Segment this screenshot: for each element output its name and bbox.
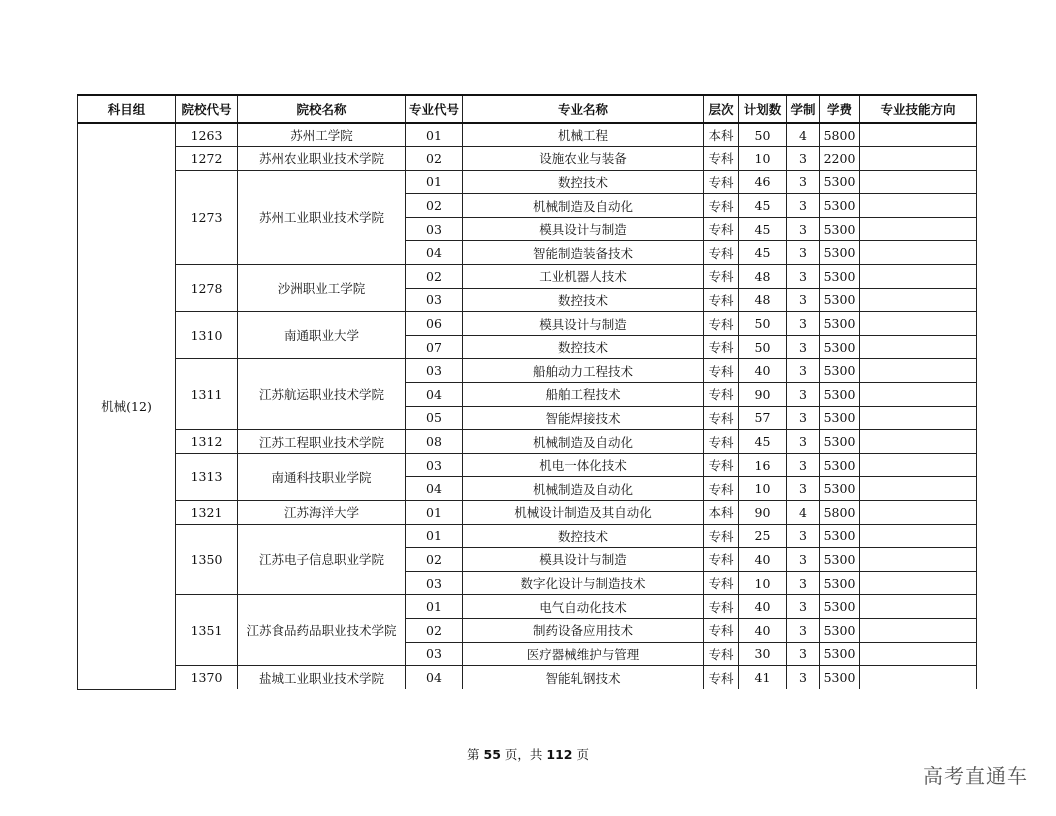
school-name-cell: 盐城工业职业技术学院	[238, 666, 406, 690]
level-cell: 专科	[704, 359, 739, 383]
duration-cell: 3	[787, 241, 820, 265]
major-name-cell: 机械制造及自动化	[463, 194, 704, 218]
level-cell: 本科	[704, 501, 739, 525]
major-name-cell: 数控技术	[463, 288, 704, 312]
column-header: 专业名称	[463, 95, 704, 123]
duration-cell: 3	[787, 406, 820, 430]
school-name-cell: 苏州农业职业技术学院	[238, 147, 406, 171]
school-code-cell: 1278	[176, 265, 238, 312]
school-name-cell: 沙洲职业工学院	[238, 265, 406, 312]
table-row	[78, 430, 977, 454]
tuition-cell: 5300	[820, 453, 860, 477]
major-name-cell: 机械工程	[463, 123, 704, 147]
tuition-cell: 5300	[820, 666, 860, 690]
plan-count-cell: 40	[739, 548, 787, 572]
table-row	[78, 501, 977, 525]
skill-direction-cell	[860, 359, 977, 383]
plan-count-cell: 41	[739, 666, 787, 690]
major-code-cell: 03	[406, 217, 463, 241]
major-code-cell: 04	[406, 477, 463, 501]
level-cell: 专科	[704, 170, 739, 194]
skill-direction-cell	[860, 288, 977, 312]
column-header: 科目组	[78, 95, 176, 123]
table-row	[78, 265, 977, 289]
duration-cell: 3	[787, 618, 820, 642]
major-name-cell: 智能焊接技术	[463, 406, 704, 430]
tuition-cell: 5300	[820, 217, 860, 241]
plan-count-cell: 57	[739, 406, 787, 430]
duration-cell: 3	[787, 265, 820, 289]
school-name-cell: 江苏电子信息职业学院	[238, 524, 406, 595]
major-code-cell: 02	[406, 548, 463, 572]
duration-cell: 3	[787, 217, 820, 241]
skill-direction-cell	[860, 312, 977, 336]
plan-count-cell: 90	[739, 383, 787, 407]
column-header: 院校名称	[238, 95, 406, 123]
major-code-cell: 03	[406, 642, 463, 666]
tuition-cell: 5300	[820, 477, 860, 501]
school-name-cell: 南通职业大学	[238, 312, 406, 359]
duration-cell: 3	[787, 147, 820, 171]
plan-count-cell: 10	[739, 147, 787, 171]
tuition-cell: 5300	[820, 430, 860, 454]
plan-count-cell: 25	[739, 524, 787, 548]
level-cell: 本科	[704, 123, 739, 147]
table-row	[78, 359, 977, 383]
duration-cell: 3	[787, 595, 820, 619]
column-header: 层次	[704, 95, 739, 123]
major-name-cell: 数控技术	[463, 170, 704, 194]
level-cell: 专科	[704, 477, 739, 501]
skill-direction-cell	[860, 571, 977, 595]
column-header: 计划数	[739, 95, 787, 123]
school-name-cell: 南通科技职业学院	[238, 453, 406, 500]
major-code-cell: 03	[406, 453, 463, 477]
footer-prefix: 第	[467, 747, 480, 762]
skill-direction-cell	[860, 666, 977, 690]
skill-direction-cell	[860, 453, 977, 477]
table-row	[78, 147, 977, 171]
level-cell: 专科	[704, 147, 739, 171]
major-code-cell: 02	[406, 147, 463, 171]
tuition-cell: 5300	[820, 170, 860, 194]
major-code-cell: 02	[406, 194, 463, 218]
tuition-cell: 5300	[820, 194, 860, 218]
tuition-cell: 2200	[820, 147, 860, 171]
duration-cell: 3	[787, 477, 820, 501]
plan-count-cell: 90	[739, 501, 787, 525]
plan-count-cell: 45	[739, 217, 787, 241]
skill-direction-cell	[860, 501, 977, 525]
major-name-cell: 设施农业与装备	[463, 147, 704, 171]
major-name-cell: 机械设计制造及其自动化	[463, 501, 704, 525]
level-cell: 专科	[704, 666, 739, 690]
tuition-cell: 5300	[820, 383, 860, 407]
major-code-cell: 06	[406, 312, 463, 336]
major-name-cell: 智能轧钢技术	[463, 666, 704, 690]
school-code-cell: 1310	[176, 312, 238, 359]
duration-cell: 3	[787, 524, 820, 548]
skill-direction-cell	[860, 524, 977, 548]
skill-direction-cell	[860, 642, 977, 666]
tuition-cell: 5300	[820, 406, 860, 430]
duration-cell: 3	[787, 194, 820, 218]
column-header: 专业代号	[406, 95, 463, 123]
skill-direction-cell	[860, 618, 977, 642]
major-code-cell: 01	[406, 501, 463, 525]
major-code-cell: 04	[406, 241, 463, 265]
tuition-cell: 5300	[820, 335, 860, 359]
skill-direction-cell	[860, 123, 977, 147]
school-code-cell: 1312	[176, 430, 238, 454]
level-cell: 专科	[704, 406, 739, 430]
tuition-cell: 5300	[820, 288, 860, 312]
level-cell: 专科	[704, 194, 739, 218]
school-code-cell: 1351	[176, 595, 238, 666]
tuition-cell: 5300	[820, 642, 860, 666]
major-code-cell: 04	[406, 666, 463, 690]
tuition-cell: 5300	[820, 595, 860, 619]
plan-count-cell: 16	[739, 453, 787, 477]
skill-direction-cell	[860, 548, 977, 572]
duration-cell: 3	[787, 453, 820, 477]
school-name-cell: 江苏食品药品职业技术学院	[238, 595, 406, 666]
plan-count-cell: 45	[739, 430, 787, 454]
level-cell: 专科	[704, 524, 739, 548]
duration-cell: 3	[787, 430, 820, 454]
column-header: 学制	[787, 95, 820, 123]
footer-page-number: 55	[483, 747, 501, 762]
major-code-cell: 07	[406, 335, 463, 359]
school-code-cell: 1370	[176, 666, 238, 690]
table-row	[78, 312, 977, 336]
page-footer	[0, 745, 1056, 763]
level-cell: 专科	[704, 548, 739, 572]
major-code-cell: 01	[406, 595, 463, 619]
duration-cell: 3	[787, 548, 820, 572]
level-cell: 专科	[704, 642, 739, 666]
school-name-cell: 江苏海洋大学	[238, 501, 406, 525]
tuition-cell: 5300	[820, 312, 860, 336]
level-cell: 专科	[704, 335, 739, 359]
skill-direction-cell	[860, 406, 977, 430]
duration-cell: 3	[787, 312, 820, 336]
plan-count-cell: 10	[739, 477, 787, 501]
tuition-cell: 5300	[820, 548, 860, 572]
plan-count-cell: 40	[739, 595, 787, 619]
column-header: 院校代号	[176, 95, 238, 123]
major-name-cell: 机械制造及自动化	[463, 477, 704, 501]
subject-group-cell: 机械(12)	[78, 123, 176, 689]
plan-count-cell: 50	[739, 335, 787, 359]
table-row	[78, 170, 977, 194]
column-header: 专业技能方向	[860, 95, 977, 123]
major-name-cell: 智能制造装备技术	[463, 241, 704, 265]
tuition-cell: 5300	[820, 571, 860, 595]
school-code-cell: 1273	[176, 170, 238, 264]
skill-direction-cell	[860, 335, 977, 359]
table-body	[78, 123, 977, 689]
school-code-cell: 1313	[176, 453, 238, 500]
level-cell: 专科	[704, 241, 739, 265]
level-cell: 专科	[704, 453, 739, 477]
table-row	[78, 524, 977, 548]
major-name-cell: 模具设计与制造	[463, 548, 704, 572]
plan-count-cell: 46	[739, 170, 787, 194]
major-name-cell: 数控技术	[463, 524, 704, 548]
duration-cell: 3	[787, 666, 820, 690]
tuition-cell: 5800	[820, 501, 860, 525]
level-cell: 专科	[704, 571, 739, 595]
duration-cell: 4	[787, 501, 820, 525]
school-name-cell: 苏州工学院	[238, 123, 406, 147]
skill-direction-cell	[860, 265, 977, 289]
major-code-cell: 02	[406, 265, 463, 289]
level-cell: 专科	[704, 618, 739, 642]
tuition-cell: 5300	[820, 618, 860, 642]
major-code-cell: 03	[406, 359, 463, 383]
footer-suffix: 页	[576, 747, 589, 762]
plan-count-cell: 40	[739, 359, 787, 383]
level-cell: 专科	[704, 430, 739, 454]
duration-cell: 3	[787, 288, 820, 312]
skill-direction-cell	[860, 430, 977, 454]
school-code-cell: 1263	[176, 123, 238, 147]
major-code-cell: 01	[406, 170, 463, 194]
plan-count-cell: 40	[739, 618, 787, 642]
major-name-cell: 机电一体化技术	[463, 453, 704, 477]
level-cell: 专科	[704, 217, 739, 241]
duration-cell: 3	[787, 383, 820, 407]
table-row	[78, 123, 977, 147]
skill-direction-cell	[860, 147, 977, 171]
major-name-cell: 医疗器械维护与管理	[463, 642, 704, 666]
school-code-cell: 1321	[176, 501, 238, 525]
plan-count-cell: 45	[739, 241, 787, 265]
duration-cell: 4	[787, 123, 820, 147]
level-cell: 专科	[704, 312, 739, 336]
major-code-cell: 05	[406, 406, 463, 430]
tuition-cell: 5300	[820, 359, 860, 383]
major-code-cell: 08	[406, 430, 463, 454]
major-name-cell: 机械制造及自动化	[463, 430, 704, 454]
major-code-cell: 04	[406, 383, 463, 407]
table-row	[78, 453, 977, 477]
footer-middle: 页，共	[504, 747, 543, 762]
major-name-cell: 模具设计与制造	[463, 217, 704, 241]
enrollment-plan-table	[77, 94, 977, 690]
school-code-cell: 1350	[176, 524, 238, 595]
major-code-cell: 03	[406, 571, 463, 595]
skill-direction-cell	[860, 477, 977, 501]
duration-cell: 3	[787, 335, 820, 359]
skill-direction-cell	[860, 595, 977, 619]
skill-direction-cell	[860, 194, 977, 218]
skill-direction-cell	[860, 241, 977, 265]
level-cell: 专科	[704, 595, 739, 619]
major-name-cell: 模具设计与制造	[463, 312, 704, 336]
plan-count-cell: 45	[739, 194, 787, 218]
plan-count-cell: 50	[739, 312, 787, 336]
level-cell: 专科	[704, 383, 739, 407]
table-row	[78, 666, 977, 690]
plan-count-cell: 30	[739, 642, 787, 666]
major-code-cell: 03	[406, 288, 463, 312]
major-name-cell: 工业机器人技术	[463, 265, 704, 289]
major-name-cell: 电气自动化技术	[463, 595, 704, 619]
major-name-cell: 数控技术	[463, 335, 704, 359]
tuition-cell: 5800	[820, 123, 860, 147]
major-code-cell: 01	[406, 123, 463, 147]
skill-direction-cell	[860, 383, 977, 407]
plan-count-cell: 50	[739, 123, 787, 147]
school-name-cell: 江苏工程职业技术学院	[238, 430, 406, 454]
watermark-text: 高考直通车	[923, 764, 1028, 788]
duration-cell: 3	[787, 170, 820, 194]
major-code-cell: 02	[406, 618, 463, 642]
school-code-cell: 1272	[176, 147, 238, 171]
table-header-row	[78, 95, 977, 123]
footer-total-pages: 112	[546, 747, 573, 762]
tuition-cell: 5300	[820, 241, 860, 265]
school-code-cell: 1311	[176, 359, 238, 430]
school-name-cell: 江苏航运职业技术学院	[238, 359, 406, 430]
major-name-cell: 制药设备应用技术	[463, 618, 704, 642]
column-header: 学费	[820, 95, 860, 123]
duration-cell: 3	[787, 642, 820, 666]
school-name-cell: 苏州工业职业技术学院	[238, 170, 406, 264]
major-name-cell: 船舶工程技术	[463, 383, 704, 407]
table-row	[78, 595, 977, 619]
tuition-cell: 5300	[820, 265, 860, 289]
level-cell: 专科	[704, 288, 739, 312]
major-code-cell: 01	[406, 524, 463, 548]
plan-count-cell: 48	[739, 288, 787, 312]
skill-direction-cell	[860, 170, 977, 194]
level-cell: 专科	[704, 265, 739, 289]
duration-cell: 3	[787, 359, 820, 383]
major-name-cell: 数字化设计与制造技术	[463, 571, 704, 595]
plan-count-cell: 48	[739, 265, 787, 289]
major-name-cell: 船舶动力工程技术	[463, 359, 704, 383]
duration-cell: 3	[787, 571, 820, 595]
tuition-cell: 5300	[820, 524, 860, 548]
skill-direction-cell	[860, 217, 977, 241]
plan-count-cell: 10	[739, 571, 787, 595]
